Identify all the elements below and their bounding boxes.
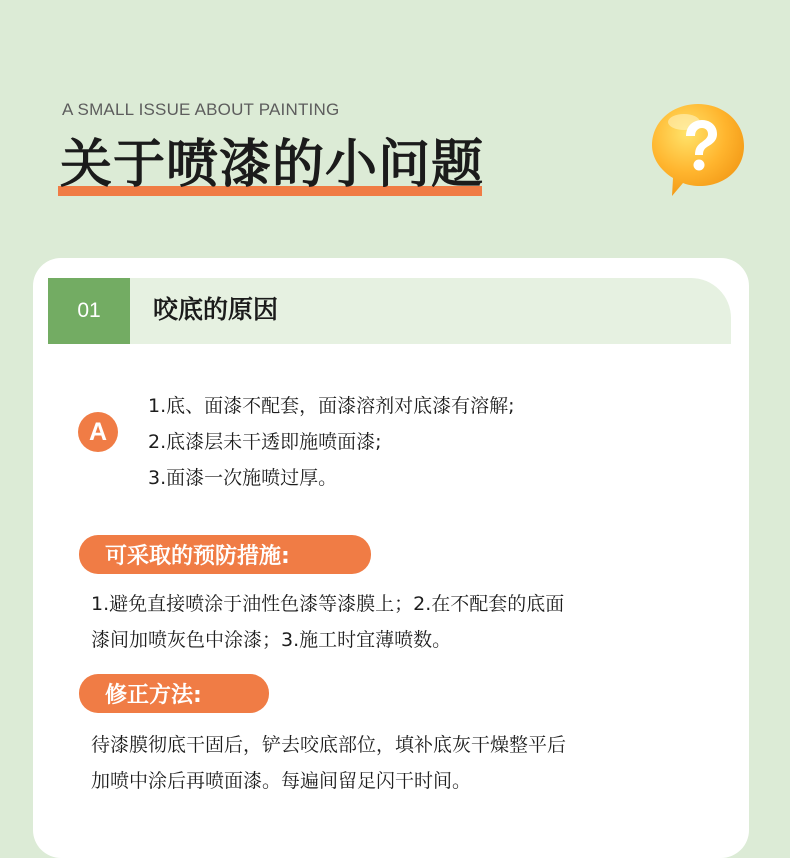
section-title: 咬底的原因 [153,295,279,324]
list-item: 2.底漆层未干透即施喷面漆; [148,431,382,453]
list-item: 3.面漆一次施喷过厚。 [148,467,338,489]
measures-line: 漆间加喷灰色中涂漆；3.施工时宜薄喷数。 [91,629,452,651]
fix-line: 待漆膜彻底干固后，铲去咬底部位，填补底灰干燥整平后 [91,734,567,756]
page-title: 关于喷漆的小问题 [60,135,485,195]
fix-text [91,727,691,799]
fix-label: 修正方法: [79,674,269,713]
list-item: 1.底、面漆不配套，面漆溶剂对底漆有溶解; [148,395,515,417]
page-subtitle: A SMALL ISSUE ABOUT PAINTING [62,100,340,119]
measures-label: 可采取的预防措施: [79,535,371,574]
answer-badge: A [78,412,118,452]
question-bubble-icon [650,100,746,200]
measures-text [91,586,691,658]
reason-list [148,388,515,496]
section-header [48,278,731,344]
measures-line: 1.避免直接喷涂于油性色漆等漆膜上；2.在不配套的底面 [91,593,565,615]
section-number: 01 [48,278,130,344]
fix-line: 加喷中涂后再喷面漆。每遍间留足闪干时间。 [91,770,472,792]
